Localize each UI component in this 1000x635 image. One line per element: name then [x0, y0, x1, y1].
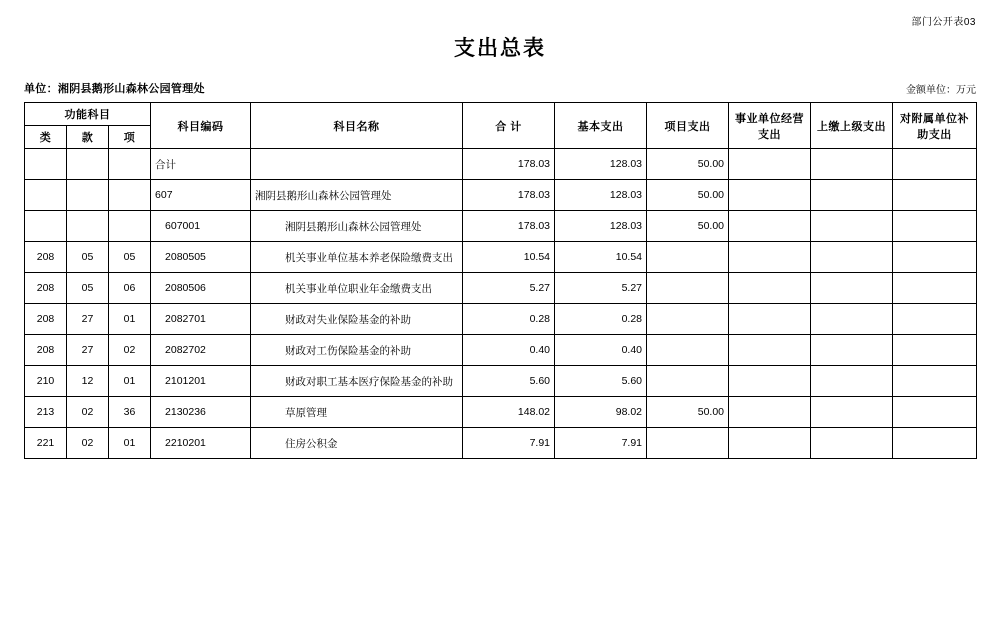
cell-remit [811, 335, 893, 366]
cell-name: 财政对工伤保险基金的补助 [251, 335, 463, 366]
cell-project [647, 366, 729, 397]
cell-basic: 5.27 [555, 273, 647, 304]
cell-name: 住房公积金 [251, 428, 463, 459]
table-row [25, 428, 977, 459]
cell-project: 50.00 [647, 149, 729, 180]
table-row [25, 366, 977, 397]
cell-kuan: 27 [67, 304, 109, 335]
cell-basic: 5.60 [555, 366, 647, 397]
cell-business [729, 428, 811, 459]
column-header-name: 科目名称 [251, 103, 463, 149]
cell-subsidy [893, 211, 977, 242]
cell-remit [811, 273, 893, 304]
cell-project [647, 304, 729, 335]
column-header-xiang: 项 [109, 126, 151, 149]
cell-basic: 98.02 [555, 397, 647, 428]
cell-business [729, 242, 811, 273]
expenditure-summary-table [24, 102, 977, 459]
cell-total: 5.60 [463, 366, 555, 397]
table-row [25, 180, 977, 211]
column-header-total: 合 计 [463, 103, 555, 149]
cell-total: 7.91 [463, 428, 555, 459]
table-header-row-1 [25, 103, 977, 126]
cell-kuan: 27 [67, 335, 109, 366]
cell-name: 机关事业单位基本养老保险缴费支出 [251, 242, 463, 273]
column-header-lei: 类 [25, 126, 67, 149]
cell-kuan: 02 [67, 428, 109, 459]
cell-remit [811, 242, 893, 273]
cell-total: 178.03 [463, 211, 555, 242]
cell-total: 10.54 [463, 242, 555, 273]
cell-xiang: 36 [109, 397, 151, 428]
cell-project: 50.00 [647, 397, 729, 428]
meta-row [0, 80, 1000, 96]
cell-business [729, 149, 811, 180]
cell-project [647, 242, 729, 273]
cell-lei [25, 211, 67, 242]
cell-xiang: 01 [109, 304, 151, 335]
page-title: 支出总表 [454, 37, 546, 60]
cell-name: 湘阴县鹅形山森林公园管理处 [251, 180, 463, 211]
cell-code: 2210201 [151, 428, 251, 459]
cell-total: 178.03 [463, 149, 555, 180]
column-header-subsidy: 对附属单位补助支出 [893, 103, 977, 149]
cell-xiang [109, 180, 151, 211]
cell-business [729, 304, 811, 335]
cell-remit [811, 211, 893, 242]
cell-kuan: 05 [67, 242, 109, 273]
table-row [25, 149, 977, 180]
cell-lei: 208 [25, 335, 67, 366]
cell-code: 2101201 [151, 366, 251, 397]
cell-business [729, 397, 811, 428]
table-row [25, 242, 977, 273]
cell-kuan: 02 [67, 397, 109, 428]
cell-subsidy [893, 149, 977, 180]
cell-xiang: 01 [109, 366, 151, 397]
cell-code: 2080506 [151, 273, 251, 304]
cell-code: 2080505 [151, 242, 251, 273]
cell-xiang: 06 [109, 273, 151, 304]
cell-code: 2082701 [151, 304, 251, 335]
cell-project [647, 428, 729, 459]
cell-code: 607 [151, 180, 251, 211]
cell-lei [25, 149, 67, 180]
cell-subsidy [893, 428, 977, 459]
cell-subsidy [893, 304, 977, 335]
cell-subsidy [893, 397, 977, 428]
cell-name [251, 149, 463, 180]
cell-code: 2082702 [151, 335, 251, 366]
cell-name: 财政对失业保险基金的补助 [251, 304, 463, 335]
column-header-basic: 基本支出 [555, 103, 647, 149]
cell-xiang [109, 149, 151, 180]
cell-project [647, 335, 729, 366]
cell-subsidy [893, 180, 977, 211]
column-header-remit: 上缴上级支出 [811, 103, 893, 149]
cell-lei: 213 [25, 397, 67, 428]
cell-basic: 128.03 [555, 180, 647, 211]
cell-kuan [67, 180, 109, 211]
cell-xiang: 01 [109, 428, 151, 459]
cell-kuan [67, 211, 109, 242]
cell-business [729, 211, 811, 242]
cell-subsidy [893, 273, 977, 304]
cell-name: 草原管理 [251, 397, 463, 428]
cell-lei: 208 [25, 273, 67, 304]
cell-basic: 128.03 [555, 149, 647, 180]
unit-label: 单位：湘阴县鹅形山森林公园管理处 [24, 83, 205, 95]
cell-subsidy [893, 242, 977, 273]
form-number-label: 部门公开表03 [911, 17, 976, 28]
column-header-kuan: 款 [67, 126, 109, 149]
cell-lei: 221 [25, 428, 67, 459]
cell-remit [811, 304, 893, 335]
column-header-code: 科目编码 [151, 103, 251, 149]
cell-code: 合计 [151, 149, 251, 180]
cell-lei [25, 180, 67, 211]
cell-business [729, 335, 811, 366]
cell-code: 607001 [151, 211, 251, 242]
cell-basic: 7.91 [555, 428, 647, 459]
cell-name: 财政对职工基本医疗保险基金的补助 [251, 366, 463, 397]
cell-basic: 10.54 [555, 242, 647, 273]
cell-kuan: 05 [67, 273, 109, 304]
cell-remit [811, 397, 893, 428]
cell-xiang [109, 211, 151, 242]
cell-business [729, 180, 811, 211]
table-row [25, 273, 977, 304]
column-header-business: 事业单位经营支出 [729, 103, 811, 149]
cell-code: 2130236 [151, 397, 251, 428]
cell-kuan [67, 149, 109, 180]
cell-basic: 0.40 [555, 335, 647, 366]
table-body [25, 149, 977, 459]
cell-lei: 210 [25, 366, 67, 397]
table-row [25, 397, 977, 428]
cell-total: 0.40 [463, 335, 555, 366]
table-row [25, 335, 977, 366]
cell-xiang: 02 [109, 335, 151, 366]
cell-basic: 0.28 [555, 304, 647, 335]
cell-name: 机关事业单位职业年金缴费支出 [251, 273, 463, 304]
cell-remit [811, 366, 893, 397]
column-group-functional: 功能科目 [25, 103, 151, 126]
table-row [25, 304, 977, 335]
cell-lei: 208 [25, 242, 67, 273]
column-header-project: 项目支出 [647, 103, 729, 149]
cell-subsidy [893, 366, 977, 397]
table-row [25, 211, 977, 242]
cell-xiang: 05 [109, 242, 151, 273]
cell-total: 0.28 [463, 304, 555, 335]
cell-remit [811, 180, 893, 211]
cell-business [729, 273, 811, 304]
cell-project [647, 273, 729, 304]
cell-name: 湘阴县鹅形山森林公园管理处 [251, 211, 463, 242]
cell-remit [811, 428, 893, 459]
cell-total: 5.27 [463, 273, 555, 304]
cell-subsidy [893, 335, 977, 366]
cell-business [729, 366, 811, 397]
cell-total: 148.02 [463, 397, 555, 428]
cell-kuan: 12 [67, 366, 109, 397]
amount-unit-label: 金额单位：万元 [906, 85, 976, 96]
cell-lei: 208 [25, 304, 67, 335]
cell-project: 50.00 [647, 211, 729, 242]
cell-basic: 128.03 [555, 211, 647, 242]
cell-project: 50.00 [647, 180, 729, 211]
cell-total: 178.03 [463, 180, 555, 211]
cell-remit [811, 149, 893, 180]
